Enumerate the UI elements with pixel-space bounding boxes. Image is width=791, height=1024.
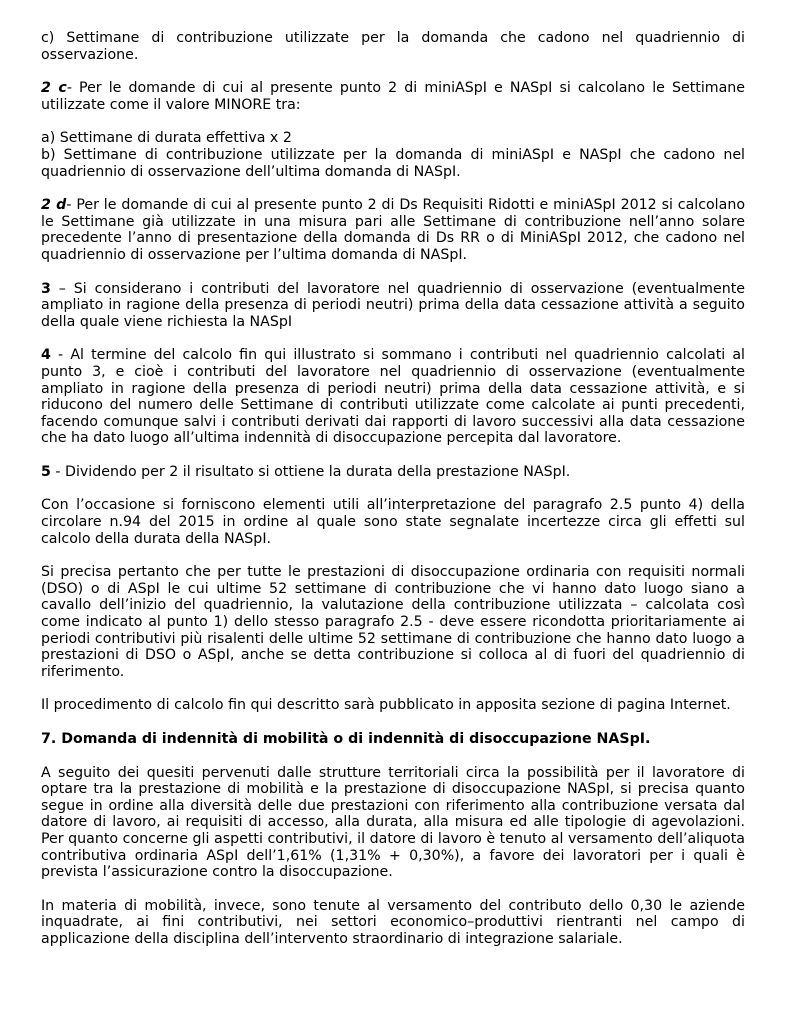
list-item-b: b) Settimane di contribuzione utilizzate per la domanda di miniASpI e NASpI che cadono nel quadriennio di osservazione dell’ultima domanda di NASpI. [41,146,745,180]
paragraph-mobilita: In materia di mobilità, invece, sono tenute al versamento del contributo dello 0,30 le aziende inquadrate, ai fini contributivi, nei settori economico–produttivi rientranti nel campo di applicazione della disciplina dell’intervento straordinario di integrazione salariale. [41,897,745,947]
section-heading-7: 7. Domanda di indennità di mobilità o di indennità di disoccupazione NASpI. [41,731,651,747]
point-label-2c: 2 c [41,80,67,97]
document-page [41,30,745,965]
paragraph-point-c: c) Settimane di contribuzione utilizzate per la domanda che cadono nel quadriennio di osservazione. [41,30,745,63]
paragraph-5: 5 - Dividendo per 2 il risultato si ottiene la durata della prestazione NASpI. [41,463,571,480]
point-label-3: 3 [41,280,51,297]
paragraph-pubblicazione: Il procedimento di calcolo fin qui descritto sarà pubblicato in apposita sezione di pagina Internet. [41,697,731,714]
list-item-a: a) Settimane di durata effettiva x 2 [41,130,292,147]
paragraph-interpretation: Con l’occasione si forniscono elementi utili all’interpretazione del paragrafo 2.5 punto 4) della circolare n.94 del 2015 in ordine al quale sono state segnalate incertezze circa gli effetti sul calcolo della durata della NASpI. [41,497,745,547]
point-label-4: 4 [41,347,51,364]
paragraph-2c: 2 c- Per le domande di cui al presente punto 2 di miniASpI e NASpI si calcolano le Settimane utilizzate come il valore MINORE tra: [41,80,745,113]
point-label-2d: 2 d [41,197,67,214]
paragraph-quesiti: A seguito dei quesiti pervenuti dalle strutture territoriali circa la possibilità per il lavoratore di optare tra la prestazione di mobilità e la prestazione di disoccupazione NASpI, si precisa quanto segue in ordine alla diversità delle due prestazioni con riferimento alla contribuzione versata dal datore di lavoro, ai requisiti di accesso, alla durata, alla misura ed alle tipologie di agevolazioni. Per quanto concerne gli aspetti contributivi, il datore di lavoro è tenuto al versamento dell’aliquota contributiva ordinaria ASpI dell’1,61% (1,31% + 0,30%), a favore dei lavoratori per i quali è prevista l’assicurazione contro la disoccupazione. [41,764,745,881]
paragraph-2d: 2 d- Per le domande di cui al presente punto 2 di Ds Requisiti Ridotti e miniASpI 2012 si calcolano le Settimane già utilizzate in una misura pari alle Settimane di contribuzione nell’anno solare precedente l’anno di presentazione della domanda di Ds RR o di MiniASpI 2012, che cadono nel quadriennio di osservazione per l’ultima domanda di NASpI. [41,197,745,263]
paragraph-3: 3 – Si considerano i contributi del lavoratore nel quadriennio di osservazione (eventualmente ampliato in ragione della presenza di periodi neutri) prima della data cessazione attività a seguito della quale viene richiesta la NASpI [41,280,745,330]
point-label-5: 5 [41,463,51,480]
paragraph-precisazione: Si precisa pertanto che per tutte le prestazioni di disoccupazione ordinaria con requisiti normali (DSO) o di ASpI le cui ultime 52 settimane di contribuzione che vi hanno dato luogo siano a cavallo dell’inizio del quadriennio, la valutazione della contribuzione utilizzata – calcolata così come indicato al punto 1) dello stesso paragrafo 2.5 - deve essere ricondotta prioritariamente ai periodi contributivi più risalenti delle ultime 52 settimane di contribuzione che hanno dato luogo a prestazioni di DSO o ASpI, anche se detta contribuzione si colloca al di fuori del quadriennio di riferimento. [41,564,745,680]
paragraph-4: 4 - Al termine del calcolo fin qui illustrato si sommano i contributi nel quadriennio calcolati al punto 3, e cioè i contributi del lavoratore nel quadriennio di osservazione (eventualmente ampliato in ragione della presenza di periodi neutri) prima della data cessazione attività, e si riducono del numero delle Settimane di contributi utilizzate come calcolate ai punti precedenti, facendo comunque salvi i contributi derivati dai rapporti di lavoro successivi alla data cessazione che ha dato luogo all’ultima indennità di disoccupazione percepita dal lavoratore. [41,347,745,447]
